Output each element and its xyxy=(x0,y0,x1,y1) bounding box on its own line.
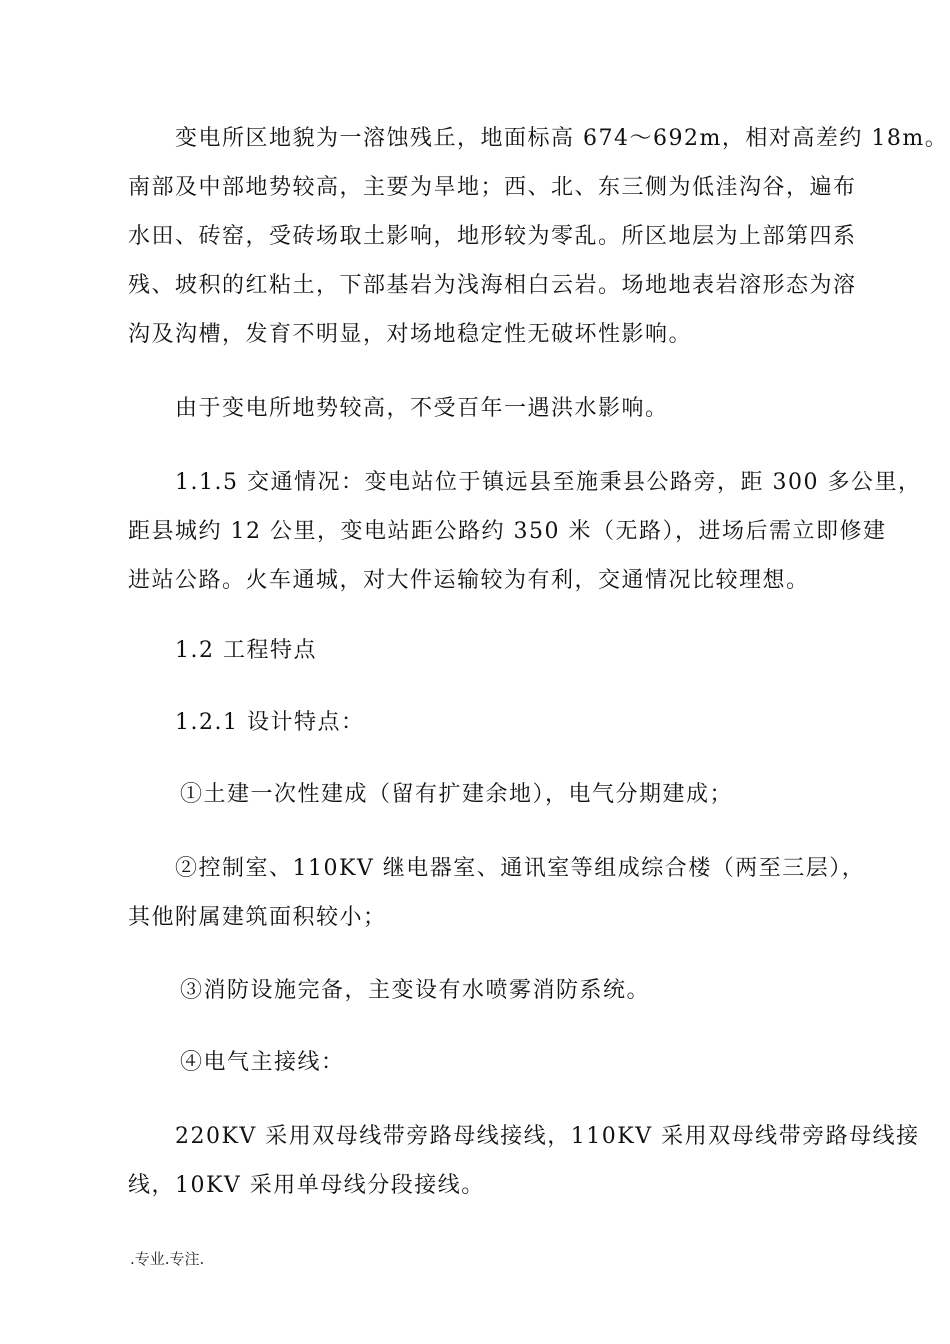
text-line: 变电所区地貌为一溶蚀残丘，地面标高 674～692m，相对高差约 18m。 xyxy=(128,126,949,151)
text-line: 距县城约 12 公里，变电站距公路约 350 米（无路），进场后需立即修建 xyxy=(128,519,887,544)
list-item-4: ④电气主接线： xyxy=(180,1050,345,1075)
text-line: 南部及中部地势较高，主要为旱地；西、北、东三侧为低洼沟谷，遍布 xyxy=(128,175,857,200)
section-heading-1-2-1: 1.2.1 设计特点： xyxy=(128,710,365,735)
text-line: 沟及沟槽，发育不明显，对场地稳定性无破坏性影响。 xyxy=(128,322,693,347)
text-line: 1.1.5 交通情况：变电站位于镇远县至施秉县公路旁，距 300 多公里， xyxy=(128,470,922,495)
text-line: 线，10KV 采用单母线分段接线。 xyxy=(128,1173,485,1198)
list-item-1: ①土建一次性建成（留有扩建余地），电气分期建成； xyxy=(180,782,734,807)
list-item-2 xyxy=(128,844,866,942)
text-line: 220KV 采用双母线带旁路母线接线，110KV 采用双母线带旁路母线接 xyxy=(128,1124,920,1149)
text-line: 水田、砖窑，受砖场取土影响，地形较为零乱。所区地层为上部第四系 xyxy=(128,224,857,249)
page-footer: .专业.专注. xyxy=(130,1250,205,1268)
section-heading-1-2: 1.2 工程特点 xyxy=(128,638,317,663)
list-item-3: ③消防设施完备，主变设有水喷雾消防系统。 xyxy=(180,978,651,1003)
paragraph-flood: 由于变电所地势较高，不受百年一遇洪水影响。 xyxy=(128,396,669,421)
text-line: ②控制室、110KV 继电器室、通讯室等组成综合楼（两至三层）， xyxy=(128,856,866,881)
paragraph-wiring xyxy=(128,1112,920,1210)
text-line: 其他附属建筑面积较小； xyxy=(128,905,387,930)
text-line: 进站公路。火车通城，对大件运输较为有利，交通情况比较理想。 xyxy=(128,568,810,593)
paragraph-terrain xyxy=(128,114,949,359)
text-line: 残、坡积的红粘土，下部基岩为浅海相白云岩。场地地表岩溶形态为溶 xyxy=(128,273,857,298)
paragraph-traffic xyxy=(128,458,922,605)
